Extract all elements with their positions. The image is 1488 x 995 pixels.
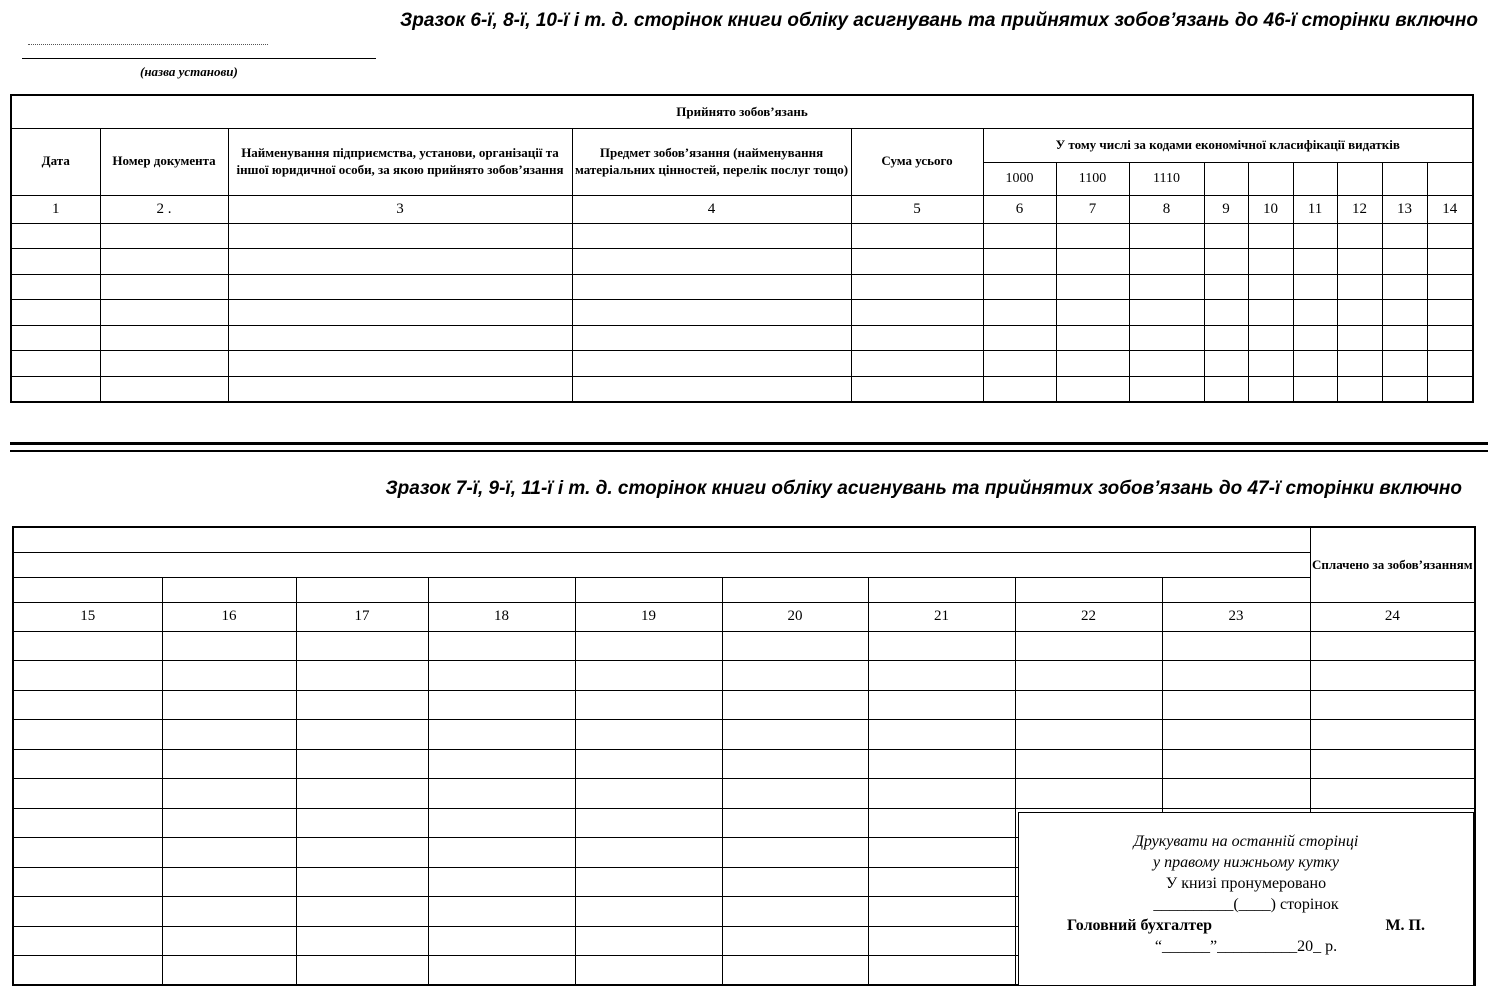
table-cell [100,325,228,351]
table-cell [851,249,983,275]
table-row [11,223,1473,249]
column-number: 15 [13,602,162,631]
stamp-label: М. П. [1385,917,1425,934]
table-cell [575,720,722,750]
header-blank-cell [13,577,162,602]
table-cell [1162,779,1310,809]
table-cell [1204,274,1248,300]
table-cell [572,351,851,377]
table-cell [868,926,1015,956]
table-cell [1310,779,1475,809]
table-cell [1162,631,1310,661]
table-cell [575,838,722,868]
table-cell [13,749,162,779]
table-cell [1056,376,1129,402]
table-cell [100,300,228,326]
table-cell [1015,749,1162,779]
table-cell [162,897,296,927]
institution-line [22,58,376,59]
column-number: 7 [1056,195,1129,223]
table-cell [162,779,296,809]
table-cell [428,838,575,868]
table-cell [575,779,722,809]
code-cell-empty [1248,162,1293,195]
footer-line-2: у правому нижньому кутку [1152,854,1339,871]
table-cell [868,838,1015,868]
table-cell [722,749,868,779]
col-total-header: Сума усього [851,128,983,195]
table-cell [428,956,575,986]
table-cell [868,690,1015,720]
footer-line-3: У книзі пронумеровано [1165,875,1327,892]
column-number: 20 [722,602,868,631]
table-cell [575,631,722,661]
table-cell [228,325,572,351]
table-row [13,690,1475,720]
page-title-bottom: Зразок 7-ї, 9-ї, 11-ї і т. д. сторінок книги обліку асигнувань та прийнятих зобов’язань до 47-ї сторінки включно [385,478,1462,499]
table-cell [428,749,575,779]
table-cell [722,926,868,956]
column-number: 10 [1248,195,1293,223]
table-cell [428,897,575,927]
table-cell [100,376,228,402]
column-number: 21 [868,602,1015,631]
table-cell [296,897,428,927]
table-cell [1129,351,1204,377]
table-cell [1248,325,1293,351]
footer-note-panel [1018,812,1474,986]
table-cell [1204,325,1248,351]
table-cell [572,300,851,326]
table-cell [1382,325,1427,351]
table-cell [428,690,575,720]
column-number: 12 [1337,195,1382,223]
table-cell [428,720,575,750]
column-number: 1 [11,195,100,223]
column-number: 19 [575,602,722,631]
table-cell [722,897,868,927]
column-number: 9 [1204,195,1248,223]
table-cell [100,249,228,275]
table-cell [13,867,162,897]
table-cell [428,926,575,956]
table-cell [983,351,1056,377]
table-cell [1204,249,1248,275]
table-cell [575,897,722,927]
code-cell: 1000 [983,162,1056,195]
table-row [11,300,1473,326]
table-row [11,376,1473,402]
table-cell [572,274,851,300]
table-cell [1310,720,1475,750]
table-cell [868,897,1015,927]
table-cell [722,661,868,691]
table-cell [575,749,722,779]
table-cell [1056,300,1129,326]
table-cell [1293,223,1337,249]
chief-accountant-label: Головний бухгалтер [1067,917,1213,934]
table-cell [1056,351,1129,377]
column-number: 14 [1427,195,1473,223]
table-cell [572,376,851,402]
table-cell [868,867,1015,897]
table-cell [1129,376,1204,402]
table-cell [11,376,100,402]
table-cell [1015,720,1162,750]
table-cell [722,838,868,868]
table-cell [1337,300,1382,326]
code-cell-empty [1293,162,1337,195]
table-cell [1427,223,1473,249]
table-cell [983,325,1056,351]
header-blank-cell [13,552,1310,577]
table-cell [13,779,162,809]
code-cell-empty [1427,162,1473,195]
table-cell [162,867,296,897]
table-cell [1337,223,1382,249]
table-cell [228,376,572,402]
table-cell [296,838,428,868]
table-cell [1162,749,1310,779]
table-cell [575,956,722,986]
section-divider [10,442,1488,445]
table-cell [983,274,1056,300]
table-cell [868,631,1015,661]
table-cell [1337,376,1382,402]
column-number: 2 . [100,195,228,223]
col-subject-header: Предмет зобов’язання (найменування матеріальних цінностей, перелік послуг тощо) [572,128,851,195]
code-cell-empty [1382,162,1427,195]
table-cell [722,867,868,897]
table-cell [983,300,1056,326]
section-divider [10,450,1488,452]
table-cell [1162,720,1310,750]
table-row [13,779,1475,809]
column-number: 5 [851,195,983,223]
table-cell [428,661,575,691]
col-doc-header: Номер документа [100,128,228,195]
table-cell [11,351,100,377]
table-cell [162,838,296,868]
table-cell [722,631,868,661]
header-blank-cell [296,577,428,602]
table-cell [1382,249,1427,275]
table-cell [1293,274,1337,300]
table-cell [851,376,983,402]
table-cell [1015,631,1162,661]
table-cell [296,749,428,779]
table-cell [1382,223,1427,249]
table-cell [722,808,868,838]
table-cell [13,838,162,868]
code-cell-empty [1337,162,1382,195]
table-row [13,720,1475,750]
table-cell [162,956,296,986]
table-cell [296,690,428,720]
table-cell [296,779,428,809]
table-cell [162,749,296,779]
table-cell [1337,274,1382,300]
table-cell [1248,376,1293,402]
table-cell [428,779,575,809]
table-cell [851,325,983,351]
header-blank-cell [868,577,1015,602]
table-cell [228,351,572,377]
col-org-header: Найменування підприємства, установи, організації та іншої юридичної особи, за якою прийнято зобов’язання [228,128,572,195]
table-cell [1162,661,1310,691]
column-number: 11 [1293,195,1337,223]
table-cell [228,223,572,249]
table-cell [162,808,296,838]
header-blank-cell [575,577,722,602]
table-cell [1293,376,1337,402]
table-cell [162,631,296,661]
footer-line-1: Друкувати на останній сторінці [1133,833,1359,850]
table-cell [1248,351,1293,377]
table-row [13,631,1475,661]
table-cell [572,325,851,351]
table-cell [428,808,575,838]
table-cell [100,351,228,377]
table-cell [1015,661,1162,691]
table-cell [1056,223,1129,249]
page-title-top: Зразок 6-ї, 8-ї, 10-ї і т. д. сторінок книги обліку асигнувань та прийнятих зобов’язань до 46-ї сторінки включно [400,10,1478,31]
table-cell [851,300,983,326]
table-cell [13,897,162,927]
footer-line-4: __________(____) сторінок [1153,896,1339,913]
table-row [11,325,1473,351]
header-blank-cell [162,577,296,602]
table-cell [162,720,296,750]
table-cell [228,274,572,300]
table-cell [1337,249,1382,275]
table-cell [13,690,162,720]
table-cell [1427,351,1473,377]
institution-dots [28,44,268,45]
footer-signature-row [1019,915,1473,936]
table-cell [722,720,868,750]
code-cell: 1100 [1056,162,1129,195]
column-number: 18 [428,602,575,631]
column-number: 13 [1382,195,1427,223]
paid-header: Сплачено за зобов’язанням [1310,527,1475,602]
footer-date-line: “______”__________20_ р. [1154,938,1338,955]
table-cell [572,249,851,275]
table-cell [228,300,572,326]
code-cell: 1110 [1129,162,1204,195]
table-cell [296,926,428,956]
table-cell [1204,376,1248,402]
table-cell [1382,274,1427,300]
table-cell [1293,249,1337,275]
table-cell [1310,631,1475,661]
header-blank-cell [13,527,1310,552]
table-cell [1056,325,1129,351]
table-cell [100,274,228,300]
table-cell [1427,376,1473,402]
table-cell [13,926,162,956]
table-cell [1310,749,1475,779]
table-cell [575,690,722,720]
header-blank-cell [1015,577,1162,602]
table-cell [13,956,162,986]
table-cell [1382,300,1427,326]
table-cell [13,720,162,750]
table-cell [1337,325,1382,351]
header-blank-cell [1162,577,1310,602]
column-number: 23 [1162,602,1310,631]
table-cell [722,779,868,809]
table-cell [1427,300,1473,326]
institution-caption: (назва установи) [140,64,238,79]
table-cell [13,631,162,661]
table-cell [1310,690,1475,720]
table-cell [1129,300,1204,326]
table-cell [868,749,1015,779]
table-cell [11,274,100,300]
table-cell [100,223,228,249]
table-cell [851,223,983,249]
table-row [11,249,1473,275]
table-cell [575,867,722,897]
column-number: 17 [296,602,428,631]
table-cell [1056,274,1129,300]
column-number: 4 [572,195,851,223]
table-cell [1248,274,1293,300]
col-date-header: Дата [11,128,100,195]
table-cell [1056,249,1129,275]
table-cell [228,249,572,275]
table-cell [13,808,162,838]
table-cell [1015,690,1162,720]
table-cell [296,631,428,661]
table-cell [1204,351,1248,377]
column-number: 6 [983,195,1056,223]
table-cell [1248,223,1293,249]
col-codes-header: У тому числі за кодами економічної класифікації видатків [983,128,1473,162]
header-blank-cell [722,577,868,602]
table-cell [11,223,100,249]
table-cell [11,325,100,351]
table-cell [722,956,868,986]
group-title: Прийнято зобов’язань [11,95,1473,128]
column-number: 3 [228,195,572,223]
table-cell [1427,325,1473,351]
table-cell [1129,223,1204,249]
table-cell [572,223,851,249]
table-cell [1427,249,1473,275]
table-cell [1293,300,1337,326]
table-cell [983,223,1056,249]
table-cell [851,274,983,300]
table-cell [1337,351,1382,377]
table-cell [428,867,575,897]
table-cell [428,631,575,661]
table-cell [1382,351,1427,377]
table-cell [868,661,1015,691]
table-cell [1129,325,1204,351]
table-cell [296,808,428,838]
table-cell [868,779,1015,809]
table-cell [983,376,1056,402]
table-row [13,661,1475,691]
table-cell [868,720,1015,750]
table-cell [1248,249,1293,275]
table-cell [162,926,296,956]
table-cell [11,249,100,275]
table-cell [868,808,1015,838]
table-cell [575,661,722,691]
column-number: 22 [1015,602,1162,631]
table-cell [1248,300,1293,326]
header-blank-cell [428,577,575,602]
column-number: 16 [162,602,296,631]
table-cell [1293,325,1337,351]
table-cell [296,867,428,897]
table-cell [1204,223,1248,249]
table-cell [1293,351,1337,377]
code-cell-empty [1204,162,1248,195]
table-cell [296,661,428,691]
table-cell [162,690,296,720]
table-row [11,351,1473,377]
table-cell [296,956,428,986]
table-cell [1015,779,1162,809]
table-cell [575,808,722,838]
table-cell [162,661,296,691]
column-number: 24 [1310,602,1475,631]
table-cell [1427,274,1473,300]
table-cell [1129,274,1204,300]
table-cell [851,351,983,377]
table-cell [1162,690,1310,720]
table-cell [1204,300,1248,326]
table-cell [722,690,868,720]
table-cell [575,926,722,956]
table-cell [296,720,428,750]
column-number: 8 [1129,195,1204,223]
table-cell [1310,661,1475,691]
table-row [13,749,1475,779]
table-cell [1129,249,1204,275]
table-cell [868,956,1015,986]
table-cell [1382,376,1427,402]
table-cell [983,249,1056,275]
table-cell [13,661,162,691]
table-row [11,274,1473,300]
obligations-table [10,94,1474,403]
table-cell [11,300,100,326]
